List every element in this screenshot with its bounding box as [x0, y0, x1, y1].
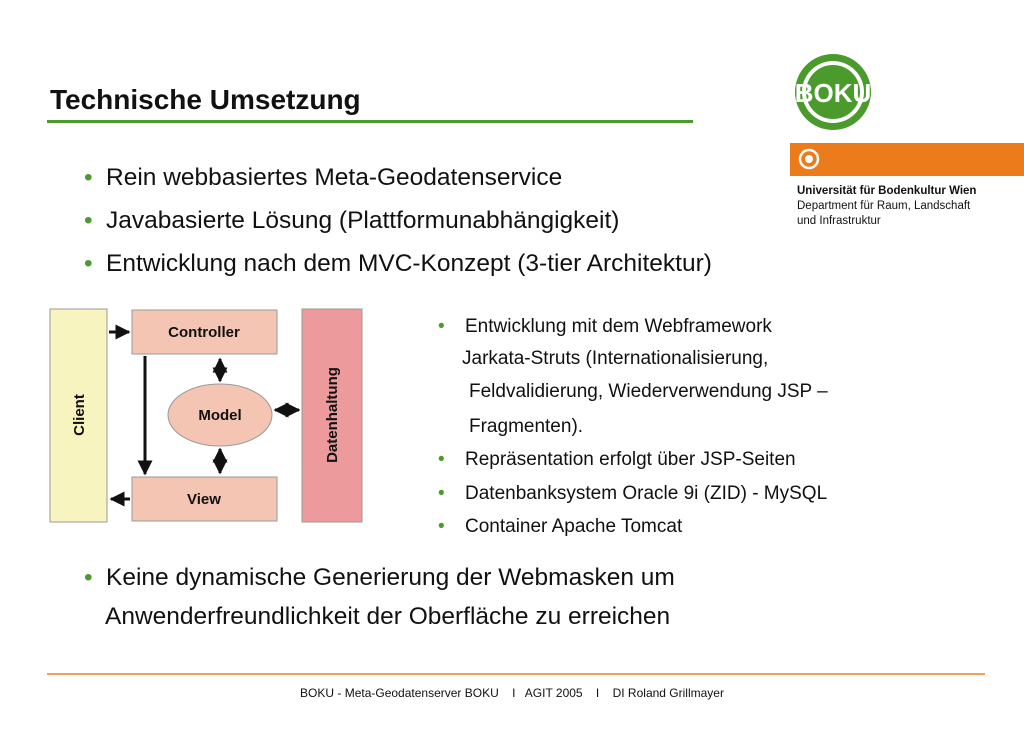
model-label: Model: [198, 407, 242, 424]
bullet-item: [438, 516, 682, 538]
bullet-text: Entwicklung mit dem Webframework: [465, 316, 772, 337]
bullet-text: Keine dynamische Generierung der Webmasken um: [106, 564, 675, 591]
bullet-item: [84, 207, 619, 235]
bullet-text: Javabasierte Lösung (Plattformunabhängigkeit): [106, 207, 620, 234]
orange-brand-bar: [790, 143, 1024, 176]
datenhaltung-label: Datenhaltung: [324, 367, 341, 463]
bullet-item: [438, 316, 772, 338]
slide-title: Technische Umsetzung: [50, 84, 361, 115]
bullet-marker: •: [84, 207, 93, 234]
bullet-item: [84, 164, 562, 192]
bullet-marker: •: [438, 483, 445, 504]
bullet-continuation: Jarkata-Struts (Internationalisierung,: [462, 348, 769, 369]
bullet-text: Datenbanksystem Oracle 9i (ZID) - MySQL: [465, 483, 828, 504]
boku-logo-icon: [793, 52, 873, 132]
department-line-1: Department für Raum, Landschaft: [797, 200, 971, 212]
footer-text: BOKU - Meta-Geodatenserver BOKU I AGIT 2005 I DI Roland Grillmayer: [300, 686, 724, 700]
bullet-marker: •: [84, 250, 93, 277]
department-line-2: und Infrastruktur: [797, 215, 881, 227]
bullet-continuation: Fragmenten).: [469, 416, 584, 437]
bullet-text: Repräsentation erfolgt über JSP-Seiten: [465, 449, 796, 470]
bullet-marker: •: [84, 164, 93, 191]
bullet-continuation: Anwenderfreundlichkeit der Oberfläche zu erreichen: [105, 603, 671, 630]
university-name: Universität für Bodenkultur Wien: [797, 185, 977, 197]
bullet-item: [438, 449, 796, 471]
bullet-item: [84, 564, 675, 592]
bullet-text: Entwicklung nach dem MVC-Konzept (3-tier Architektur): [106, 250, 712, 277]
mvc-diagram: [47, 306, 365, 526]
title-underline: [47, 120, 693, 123]
bullet-text: Rein webbasiertes Meta-Geodatenservice: [106, 164, 563, 191]
bullet-item: [438, 483, 827, 505]
logo-text: BOKU: [794, 78, 872, 108]
university-info: [797, 184, 976, 229]
bullet-marker: •: [84, 564, 93, 591]
controller-label: Controller: [168, 324, 240, 341]
bullet-item: [84, 250, 712, 278]
bullet-marker: •: [438, 316, 445, 337]
bullet-marker: •: [438, 449, 445, 470]
bullet-text: Container Apache Tomcat: [465, 516, 683, 537]
bullet-continuation: Feldvalidierung, Wiederverwendung JSP –: [469, 381, 828, 402]
client-label: Client: [71, 394, 88, 436]
footer-divider: [47, 673, 985, 675]
bullet-marker: •: [438, 516, 445, 537]
brand-emblem-icon: [798, 148, 820, 170]
view-label: View: [187, 491, 221, 508]
